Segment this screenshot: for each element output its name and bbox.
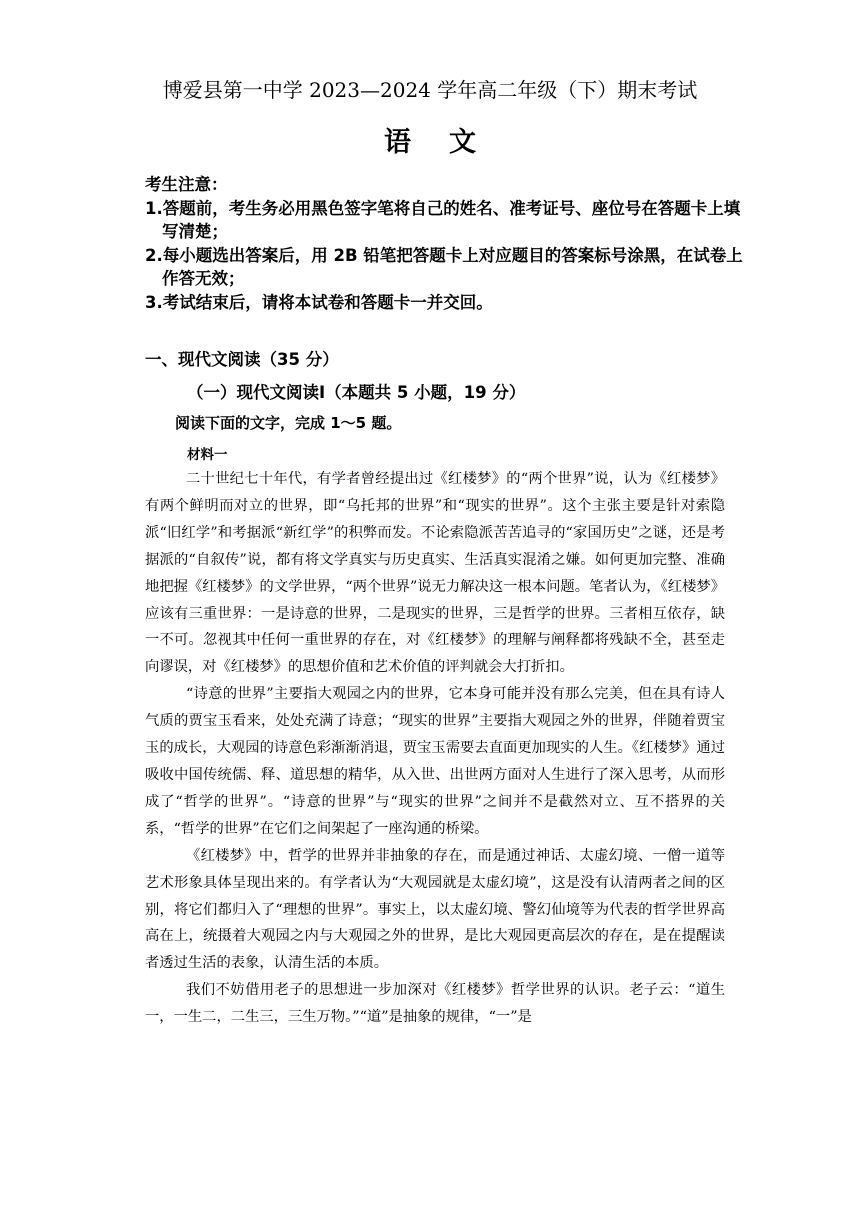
passage-paragraph: 我们不妨借用老子的思想进一步加深对《红楼梦》哲学世界的认识。老子云：“道生一，一生二，二生三，三生万物。”“道”是抽象的规律，“一”是 — [145, 982, 725, 1026]
notice-heading: 考生注意： — [145, 175, 228, 194]
notice-item: 1.答题前，考生务必用黑色签字笔将自己的姓名、准考证号、座位号在答题卡上填写清楚； — [145, 198, 741, 241]
reading-passage — [145, 466, 725, 1031]
section-subtitle: （一）现代文阅读Ⅰ（本题共 5 小题，19 分） — [187, 383, 526, 402]
notice-item: 3.考试结束后，请将本试卷和答题卡一并交回。 — [145, 292, 493, 312]
subject-title: 语文 — [384, 127, 514, 158]
candidate-notice — [145, 173, 745, 314]
passage-paragraph: 《红楼梦》中，哲学的世界并非抽象的存在，而是通过神话、太虚幻境、一僧一道等艺术形象具体呈现出来的。有学者认为“大观园就是太虚幻境”，这是没有认清两者之间的区别，将它们都归入了“理想的世界”。事实上，以太虚幻境、警幻仙境等为代表的哲学世界高高在上，统摄着大观园之内与大观园之外的世界，是比大观园更高层次的存在，是在提醒读者透过生活的表象，认清生活的本质。 — [145, 847, 725, 972]
passage-paragraph: 二十世纪七十年代，有学者曾经提出过《红楼梦》的“两个世界”说，认为《红楼梦》有两个鲜明而对立的世界，即“乌托邦的世界”和“现实的世界”。这个主张主要是针对索隐派“旧红学”和考据派“新红学”的积弊而发。不论索隐派苦苦追寻的“家国历史”之谜，还是考据派的“自叙传”说，都有将文学真实与历史真实、生活真实混淆之嫌。如何更加完整、准确地把握《红楼梦》的文学世界，“两个世界”说无力解决这一根本问题。笔者认为，《红楼梦》应该有三重世界：一是诗意的世界，二是现实的世界，三是哲学的世界。三者相互依存，缺一不可。忽视其中任何一重世界的存在，对《红楼梦》的理解与阐释都将残缺不全，甚至走向谬误，对《红楼梦》的思想价值和艺术价值的评判就会大打折扣。 — [145, 471, 725, 676]
passage-paragraph: “诗意的世界”主要指大观园之内的世界，它本身可能并没有那么完美，但在具有诗人气质的贾宝玉看来，处处充满了诗意；“现实的世界”主要指大观园之外的世界，伴随着贾宝玉的成长，大观园的诗意色彩渐渐消退，贾宝玉需要去直面更加现实的人生。《红楼梦》通过吸收中国传统儒、释、道思想的精华，从入世、出世两方面对人生进行了深入思考，从而形成了“哲学的世界”。“诗意的世界”与“现实的世界”之间并不是截然对立、互不搭界的关系，“哲学的世界”在它们之间架起了一座沟通的桥梁。 — [145, 686, 725, 837]
material-label: 材料一 — [187, 447, 228, 463]
section-title: 一、现代文阅读（35 分） — [145, 350, 339, 369]
exam-title: 博爱县第一中学 2023—2024 学年高二年级（下）期末考试 — [162, 78, 698, 102]
notice-item: 2.每小题选出答案后，用 2B 铅笔把答题卡上对应题目的答案标号涂黑，在试卷上作答无效； — [145, 245, 743, 288]
reading-instruction: 阅读下面的文字，完成 1～5 题。 — [175, 414, 402, 432]
